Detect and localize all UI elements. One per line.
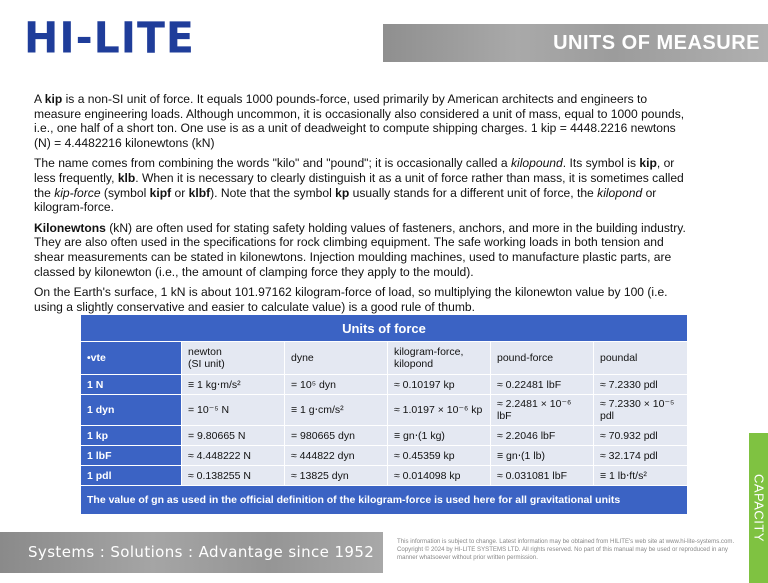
cell-pdl-kgf: ≈ 0.014098 kp [388, 466, 491, 486]
cell-pdl-lbf: ≈ 0.031081 lbF [491, 466, 594, 486]
header-poundal: poundal [594, 342, 688, 375]
row-label-dyne: 1 dyn [81, 395, 182, 426]
page-title: UNITS OF MEASURE [553, 32, 760, 54]
cell-n-dyne: = 10⁵ dyn [285, 375, 388, 395]
cell-pdl-dyne: ≈ 13825 dyn [285, 466, 388, 486]
footer-slogan: Systems : Solutions : Advantage since 1952 [28, 543, 375, 561]
row-label-poundal: 1 pdl [81, 466, 182, 486]
footer-slogan-bar [0, 532, 383, 573]
table-row [81, 446, 688, 466]
row-label-newton: 1 N [81, 375, 182, 395]
cell-dyn-pdl: ≈ 7.2330 × 10⁻⁵ pdl [594, 395, 688, 426]
header-kilogram-force: kilogram-force, kilopond [388, 342, 491, 375]
paragraph-rule-of-thumb: On the Earth's surface, 1 kN is about 101.97162 kilogram-force of load, so multiplying the kilonewton value by 100 (i.e. using a slightly conservative and easier to calculate value) is a good rule of thumb. [34, 285, 668, 314]
cell-n-kgf: ≈ 0.10197 kp [388, 375, 491, 395]
table-footnote: The value of gn as used in the official definition of the kilogram-force is used here for all gravitational units [81, 486, 688, 515]
cell-dyn-dyne: ≡ 1 g⋅cm/s² [285, 395, 388, 426]
paragraph-kilonewtons: Kilonewtons (kN) are often used for stating safety holding values of fasteners, anchors, and more in the building industry. They are also often used in the specifications for rock climbing equipment. The safe working loads in both tension and shear measurements can be stated in kilonewtons. Injection moulding machines, used to manufacture plastic parts, are classed by kilonewton (i.e., the amount of clamping force they apply to the mould). [34, 220, 686, 279]
cell-n-pdl: ≈ 7.2330 pdl [594, 375, 688, 395]
hi-lite-logo: HI-LITE [24, 12, 195, 64]
row-label-pound-force: 1 lbF [81, 446, 182, 466]
cell-lbf-lbf: ≡ gn⋅(1 lb) [491, 446, 594, 466]
header-pound-force: pound-force [491, 342, 594, 375]
cell-kp-pdl: ≈ 70.932 pdl [594, 426, 688, 446]
cell-pdl-pdl: ≡ 1 lb⋅ft/s² [594, 466, 688, 486]
copyright-disclaimer: This information is subject to change. Latest information may be obtained from HILITE's web site at www.hi-lite-systems.com. Copyright © 2024 by HI-LITE SYSTEMS LTD. All rights reserved. No part of this manual may be used or reproduced in any manner whatsoever without prior written permission. [397, 538, 735, 561]
cell-lbf-dyne: ≈ 444822 dyn [285, 446, 388, 466]
units-of-force-table [80, 314, 688, 515]
cell-kp-dyne: = 980665 dyn [285, 426, 388, 446]
cell-lbf-kgf: ≈ 0.45359 kp [388, 446, 491, 466]
table-row [81, 426, 688, 446]
table-row [81, 395, 688, 426]
cell-dyn-kgf: ≈ 1.0197 × 10⁻⁶ kp [388, 395, 491, 426]
cell-n-newton: ≡ 1 kg⋅m/s² [182, 375, 285, 395]
row-label-kilopond: 1 kp [81, 426, 182, 446]
cell-kp-lbf: ≈ 2.2046 lbF [491, 426, 594, 446]
header-newton: newton (SI unit) [182, 342, 285, 375]
cell-dyn-lbf: ≈ 2.2481 × 10⁻⁶ lbF [491, 395, 594, 426]
cell-lbf-pdl: ≈ 32.174 pdl [594, 446, 688, 466]
article-body [34, 92, 694, 320]
capacity-side-tab[interactable] [749, 433, 768, 583]
cell-kp-kgf: ≡ gn⋅(1 kg) [388, 426, 491, 446]
cell-lbf-newton: ≈ 4.448222 N [182, 446, 285, 466]
cell-pdl-newton: ≈ 0.138255 N [182, 466, 285, 486]
cell-kp-newton: = 9.80665 N [182, 426, 285, 446]
table-row [81, 466, 688, 486]
paragraph-kip-definition: A kip is a non-SI unit of force. It equals 1000 pounds-force, used primarily by American architects and engineers to measure engineering loads. Although uncommon, it is occasionally also considered a unit of mass, equal to 1000 pounds, i.e., one half of a short ton. One use is as a unit of deadweight to compute shipping charges. 1 kip = 4448.2216 newtons (N) = 4.4482216 kilonewtons (kN) [34, 92, 685, 150]
capacity-label: CAPACITY [751, 473, 766, 543]
header-title-bar [383, 24, 768, 62]
table-caption: Units of force [81, 315, 688, 342]
cell-n-lbf: ≈ 0.22481 lbF [491, 375, 594, 395]
header-dyne: dyne [285, 342, 388, 375]
cell-dyn-newton: = 10⁻⁵ N [182, 395, 285, 426]
table-row [81, 375, 688, 395]
paragraph-kip-name: The name comes from combining the words "kilo" and "pound"; it is occasionally called a kilopound. Its symbol is kip, or less frequently, klb. When it is necessary to clearly distinguish it as a unit of force rather than mass, it is sometimes called the kip-force (symbol kipf or klbf). Note that the symbol kp usually stands for a different unit of force, the kilopond or kilogram-force. [34, 156, 684, 215]
table-corner-vte[interactable]: •vte [81, 342, 182, 375]
